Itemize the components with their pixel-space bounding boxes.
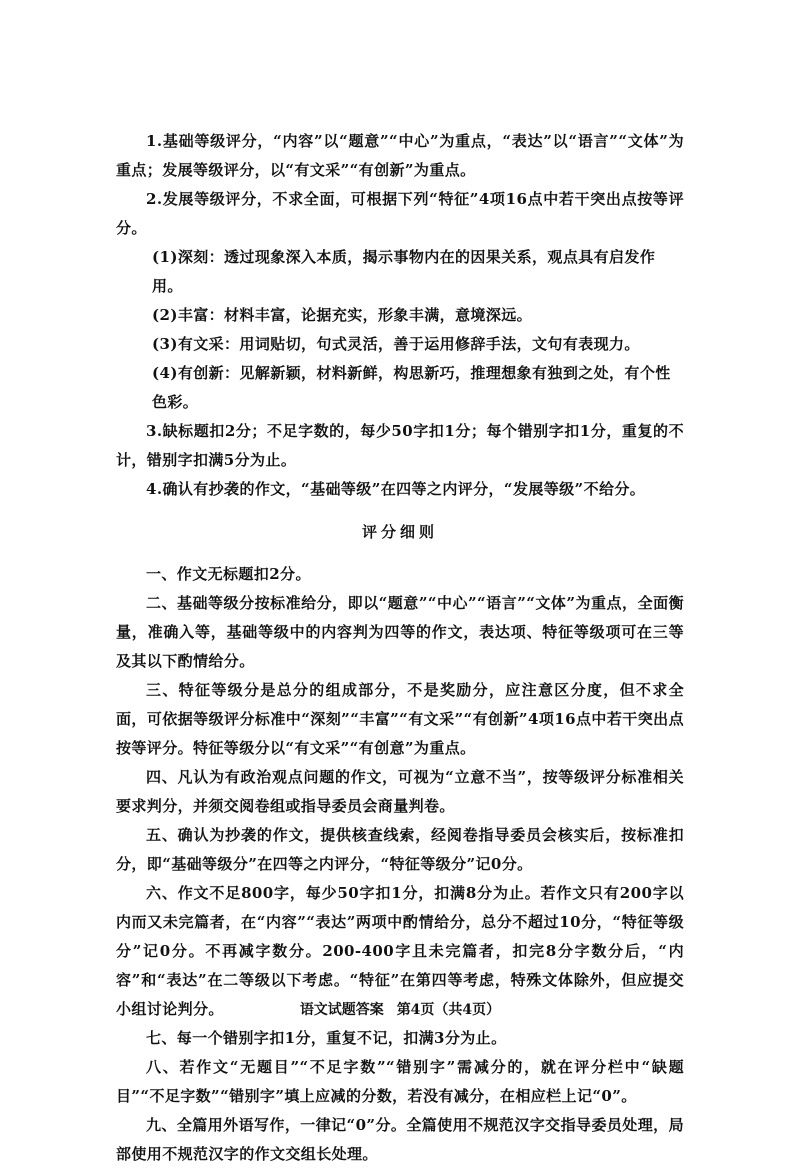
detail-7: 七、每一个错别字扣1分，重复不记，扣满3分为止。 (146, 1029, 507, 1047)
rule-2: 2.发展等级评分，不求全面，可根据下列“特征”4项16点中若干突出点按等评分。 (116, 190, 684, 237)
detail-8: 八、若作文“无题目”“不足字数”“错别字”需减分的，就在评分栏中“缺题目”“不足字数”“错别字”填上应减的分数，若没有减分，在相应栏上记“0”。 (116, 1058, 684, 1105)
detail-5: 五、确认为抄袭的作文，提供核查线索，经阅卷指导委员会核实后，按标准扣分，即“基础等级分”在四等之内评分，“特征等级分”记0分。 (116, 826, 684, 873)
rule-4: 4.确认有抄袭的作文，“基础等级”在四等之内评分，“发展等级”不给分。 (146, 480, 646, 498)
footer-subject: 语文试题答案 (299, 1002, 384, 1018)
feature-3: (3)有文采：用词贴切，句式灵活，善于运用修辞手法，文句有表现力。 (152, 335, 640, 353)
footer-page-number: 第4页（共4页） (396, 1002, 501, 1018)
feature-1: (1)深刻：透过现象深入本质，揭示事物内在的因果关系，观点具有启发作用。 (152, 248, 656, 295)
detail-4: 四、凡认为有政治观点问题的作文，可视为“立意不当”，按等级评分标准相关要求判分，并须交阅卷组或指导委员会商量判卷。 (116, 768, 684, 815)
detail-6: 六、作文不足800字，每少50字扣1分，扣满8分为止。若作文只有200字以内而又未完篇者，在“内容”“表达”两项中酌情给分，总分不超过10分，“特征等级分”记0分。不再减字数分。200-400字且未完篇者，扣完8分字数分后，“内容”和“表达”在二等级以下考虑。“特征”在第四等考虑，特殊文体除外，但应提交小组讨论判分。 (116, 884, 684, 1018)
rule-1: 1.基础等级评分，“内容”以“题意”“中心”为重点，“表达”以“语言”“文体”为重点；发展等级评分，以“有文采”“有创新”为重点。 (116, 132, 684, 179)
feature-2: (2)丰富：材料丰富，论据充实，形象丰满，意境深远。 (152, 306, 533, 324)
detail-3: 三、特征等级分是总分的组成部分，不是奖励分，应注意区分度，但不求全面，可依据等级评分标准中“深刻”“丰富”“有文采”“有创新”4项16点中若干突出点按等评分。特征等级分以“有文采”“有创意”为重点。 (116, 681, 684, 757)
section-title: 评分细则 (361, 523, 438, 541)
detail-9: 九、全篇用外语写作，一律记“0”分。全篇使用不规范汉字交指导委员处理，局部使用不规范汉字的作文交组长处理。 (116, 1116, 684, 1163)
rule-3: 3.缺标题扣2分；不足字数的，每少50字扣1分；每个错别字扣1分，重复的不计，错别字扣满5分为止。 (116, 422, 684, 469)
detail-1: 一、作文无标题扣2分。 (146, 565, 311, 583)
feature-4: (4)有创新：见解新颖，材料新鲜，构思新巧，推理想象有独到之处，有个性色彩。 (152, 364, 671, 411)
detail-2: 二、基础等级分按标准给分，即以“题意”“中心”“语言”“文体”为重点，全面衡量，准确入等，基础等级中的内容判为四等的作文，表达项、特征等级项可在三等及其以下酌情给分。 (116, 594, 684, 670)
page-footer (0, 1000, 800, 1020)
